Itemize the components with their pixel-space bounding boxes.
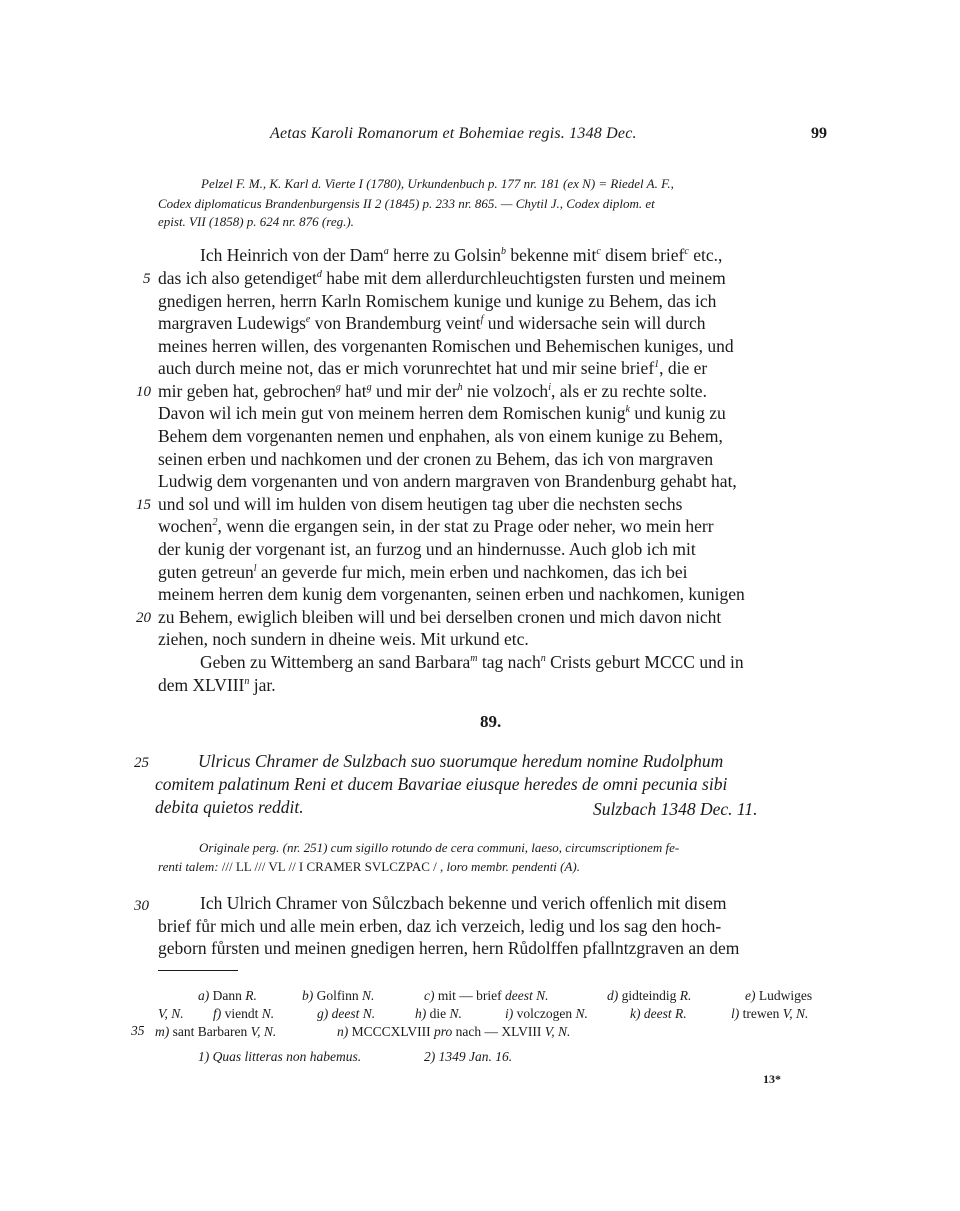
text-line: meines herren willen, des vorgenanten Romischen und Behemischen kuniges, und — [158, 336, 734, 356]
footnote-2: 2) 1349 Jan. 16. — [424, 1049, 513, 1064]
line-number: 20 — [136, 610, 151, 626]
source-ref-line: Pelzel F. M., K. Karl d. Vierte I (1780), Urkundenbuch p. 177 nr. 181 (ex N) = Riedel A. F., — [201, 176, 674, 191]
text-line: der kunig der vorgenant ist, an furzog und an hindernusse. Auch glob ich mit — [158, 539, 696, 559]
regest-line: comitem palatinum Reni et ducem Bavariae eiusque heredes de omni pecunia sibi — [155, 774, 728, 794]
page-number: 99 — [811, 125, 827, 142]
document-number: 89. — [480, 712, 502, 731]
text-line: Ludwig dem vorgenanten und von andern margraven von Brandenburg gehabt hat, — [158, 471, 737, 491]
line-number: 5 — [143, 271, 151, 287]
text-line: zu Behem, ewiglich bleiben will und bei derselben cronen und mich davon nicht — [158, 607, 722, 627]
text-line: guten getreun$^l$ an geverde fur mich, mein erben und nachkomen, das ich bei — [158, 562, 688, 582]
footnote-n: n) MCCCXLVIII pro nach — XLVIII V, N. — [337, 1024, 571, 1039]
source-ref-line: Codex diplomaticus Brandenburgensis II 2 (1845) p. 233 nr. 865. — Chytil J., Codex diplom. et — [158, 196, 655, 211]
footnote-i: i) volczogen N. — [505, 1006, 588, 1021]
text-line: brief fůr mich und alle mein erben, daz ich verzeich, ledig und los sag den hoch- — [158, 916, 722, 936]
text-line: Geben zu Wittemberg an sand Barbara$^m$ tag nach$^n$ Crists geburt MCCC und in — [200, 652, 744, 672]
text-line: gnedigen herren, herrn Karln Romischem kunige und kunige zu Behem, das ich — [158, 291, 717, 311]
footnote-m: m) sant Barbaren V, N. — [155, 1024, 277, 1039]
text-line: Behem dem vorgenanten nemen und enphahen, als von einem kunige zu Behem, — [158, 426, 723, 446]
place-date: Sulzbach 1348 Dec. 11. — [593, 799, 758, 819]
source-ref-line: Originale perg. (nr. 251) cum sigillo rotundo de cera communi, laeso, circumscriptionem fe- — [199, 840, 680, 855]
text-line: und sol und will im hulden von disem heutigen tag uber die nechsten sechs — [158, 494, 683, 514]
footnote-d: d) gidteindig R. — [607, 988, 692, 1003]
text-line: margraven Ludewigs$^e$ von Brandemburg veint$^f$ und widersache sein will durch — [158, 313, 706, 333]
footnote-b: b) Golfinn N. — [302, 988, 375, 1003]
line-number: 35 — [131, 1023, 145, 1038]
line-number: 25 — [134, 755, 149, 771]
text-line: geborn fůrsten und meinen gnedigen herren, hern Růdolffen pfallntzgraven an dem — [158, 938, 740, 958]
regest-line: debita quietos reddit. — [155, 797, 304, 817]
footnote-c: c) mit — brief deest N. — [424, 988, 549, 1003]
text-line: seinen erben und nachkomen und der cronen zu Behem, das ich von margraven — [158, 449, 714, 469]
text-line: Ich Heinrich von der Dam$^a$ herre zu Golsin$^b$ bekenne mit$^c$ disem brief$^c$ etc., — [200, 245, 723, 265]
text-line: ziehen, noch sundern in dheine weis. Mit urkund etc. — [158, 629, 529, 649]
footnote-h: h) die N. — [415, 1006, 462, 1021]
text-line: mir geben hat, gebrochen$^g$ hat$^g$ und mir der$^h$ nie volzoch$^i$, als er zu rechte solte. — [158, 381, 707, 401]
footnote-rule — [158, 970, 238, 971]
footnote-a: a) Dann R. — [198, 988, 257, 1003]
signature-mark: 13* — [763, 1072, 781, 1086]
footnote-f: f) viendt N. — [213, 1006, 275, 1021]
text-line: wochen$^2$, wenn die ergangen sein, in der stat zu Prage oder neher, wo mein herr — [158, 516, 714, 536]
source-ref-line: epist. VII (1858) p. 624 nr. 876 (reg.). — [158, 214, 354, 229]
footnote-e: e) Ludwiges — [745, 988, 813, 1003]
text-line: das ich also getendiget$^d$ habe mit dem allerdurchleuchtigsten fursten und meinem — [158, 268, 726, 288]
footnote-e-cont: V, N. — [158, 1006, 184, 1021]
line-number: 15 — [136, 497, 151, 513]
running-title: Aetas Karoli Romanorum et Bohemiae regis. 1348 Dec. — [270, 125, 637, 142]
line-number: 10 — [136, 384, 151, 400]
source-ref-line: renti talem: /// LL /// VL // I CRAMER SVLCZPAC / , loro membr. pendenti (A). — [158, 859, 581, 874]
regest-line: Ulricus Chramer de Sulzbach suo suorumque heredum nomine Rudolphum — [198, 751, 724, 771]
text-line: Davon wil ich mein gut von meinem herren dem Romischen kunig$^k$ und kunig zu — [158, 403, 726, 423]
footnote-1: 1) Quas litteras non habemus. — [198, 1049, 362, 1064]
text-line: meinem herren dem kunig dem vorgenanten, seinen erben und nachkomen, kunigen — [158, 584, 745, 604]
text-line: dem XLVIII$^n$ jar. — [158, 675, 276, 695]
footnote-l: l) trewen V, N. — [731, 1006, 809, 1021]
text-line: Ich Ulrich Chramer von Sůlczbach bekenne und verich offenlich mit disem — [200, 893, 727, 913]
text-line: auch durch meine not, das er mich vorunrechtet hat und mir seine brief$^1$, die er — [158, 358, 708, 378]
line-number: 30 — [134, 898, 149, 914]
footnote-g: g) deest N. — [317, 1006, 376, 1021]
footnote-k: k) deest R. — [630, 1006, 687, 1021]
